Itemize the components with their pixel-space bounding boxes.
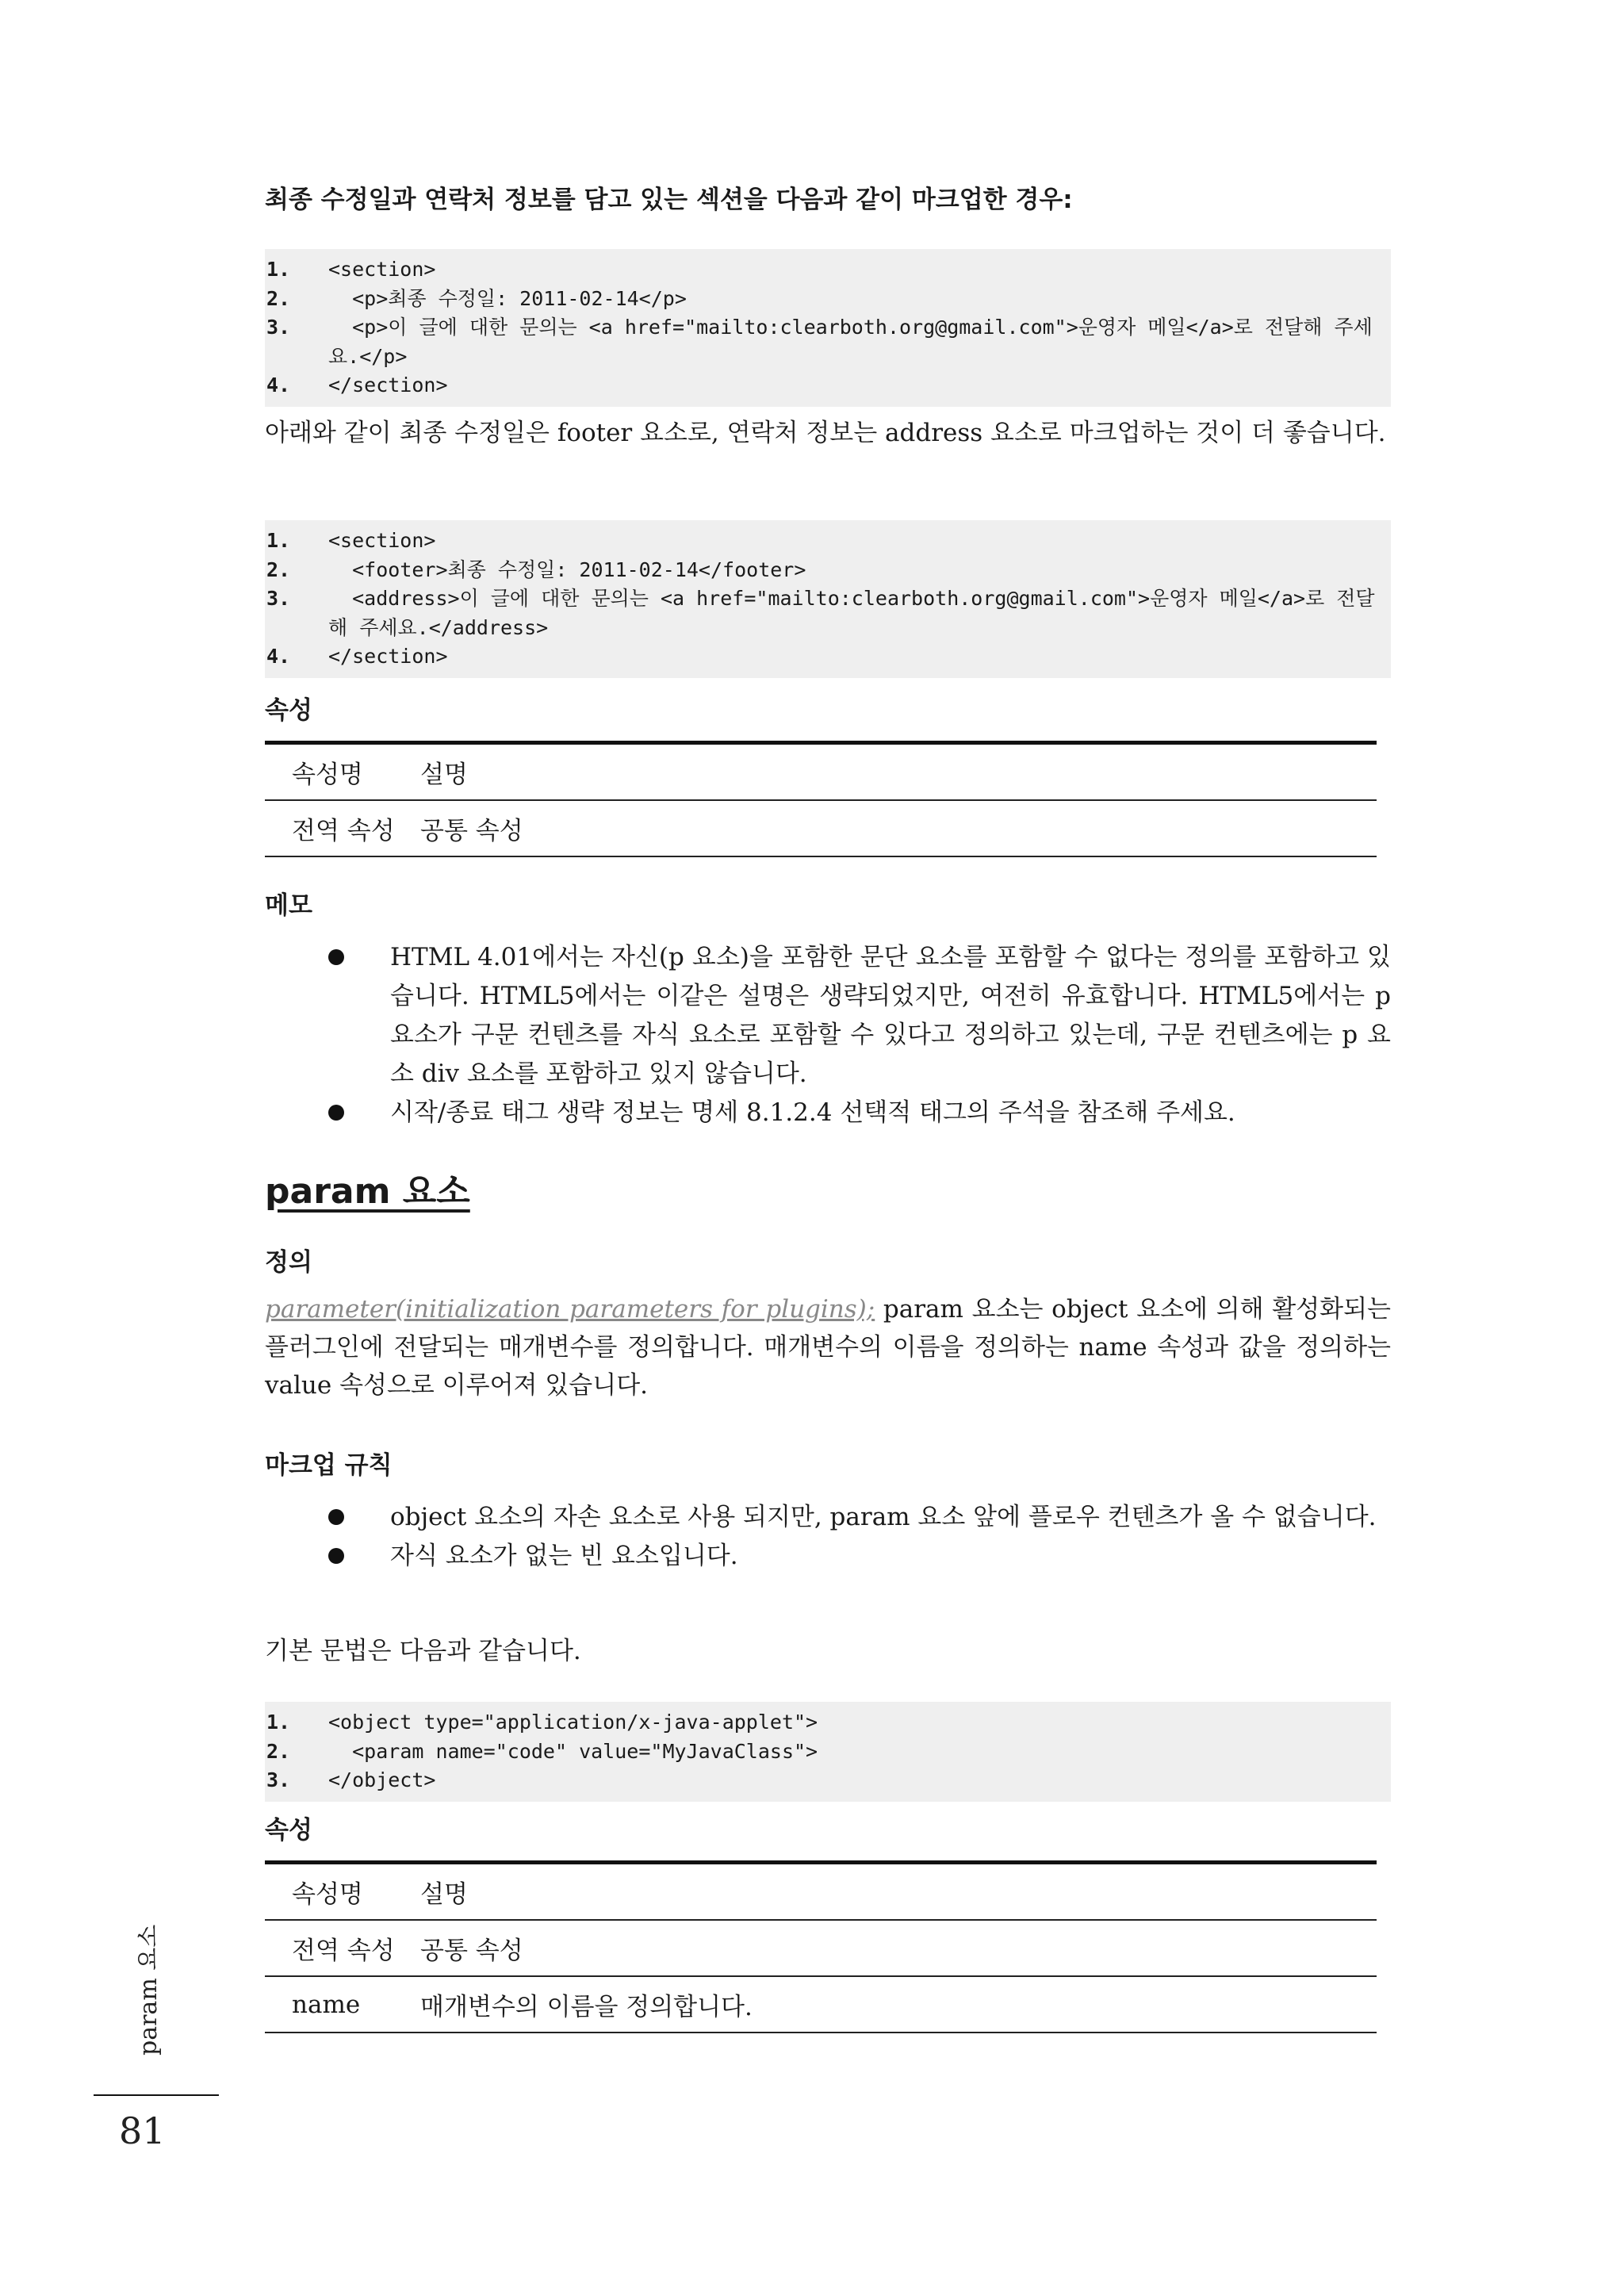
code-line: 3. <address>이 글에 대한 문의는 <a href="mailto:clearboth.org@gmail.com">운영자 메일</a>로 전달해 주세요.</address>: [266, 587, 1375, 639]
table-header-cell: 속성명: [292, 761, 363, 789]
code-line: 1. <section>: [266, 529, 436, 552]
memo-heading: 메모: [265, 891, 312, 920]
code-line: 4. </section>: [266, 374, 448, 397]
code-block-1: [265, 249, 1391, 407]
side-divider: [94, 2094, 219, 2096]
definition-paragraph: parameter(initialization parameters for plugins); param 요소는 object 요소에 의해 활성화되는 플러그인에 전달되는 매개변수를 정의합니다. 매개변수의 이름을 정의하는 name 속성과 값을 정의하는 value 속성으로 이루어져 있습니다.: [265, 1295, 1391, 1400]
table-header-row: [265, 745, 1377, 801]
section-title: param 요소: [265, 1171, 470, 1212]
bullet-icon: [328, 1509, 344, 1525]
paragraph-footer-address: 아래와 같이 최종 수정일은 footer 요소로, 연락처 정보는 address 요소로 마크업하는 것이 더 좋습니다.: [265, 419, 1386, 447]
bullet-icon: [328, 1105, 344, 1121]
table-cell: 공통 속성: [420, 817, 523, 845]
table-header-cell: 설명: [420, 761, 468, 789]
definition-heading: 정의: [265, 1248, 312, 1277]
code-line: 3. <p>이 글에 대한 문의는 <a href="mailto:clearboth.org@gmail.com">운영자 메일</a>로 전달해 주세요.</p>: [266, 316, 1373, 368]
table-header-cell: 설명: [420, 1880, 468, 1909]
code-line: 1. <object type="application/x-java-applet">: [266, 1711, 818, 1734]
markup-rules-list: [265, 1498, 1391, 1576]
code-block-2: [265, 520, 1391, 678]
attributes-heading: 속성: [265, 696, 312, 725]
code-line: 1. <section>: [266, 258, 436, 281]
table-cell: 공통 속성: [420, 1937, 523, 1965]
intro-heading: 최종 수정일과 연락처 정보를 담고 있는 섹션을 다음과 같이 마크업한 경우:: [265, 186, 1073, 214]
table-header-row: [265, 1864, 1377, 1921]
table-cell: name: [292, 1990, 361, 2019]
page-number: 81: [119, 2109, 166, 2152]
memo-list: [265, 938, 1391, 1132]
table-row: [265, 801, 1377, 857]
attributes-heading: 속성: [265, 1816, 312, 1845]
bullet-icon: [328, 949, 344, 965]
basic-syntax-paragraph: 기본 문법은 다음과 같습니다.: [265, 1637, 581, 1665]
table-cell: 전역 속성: [292, 817, 395, 845]
code-line: 3. </object>: [266, 1768, 436, 1791]
table-cell: 전역 속성: [292, 1937, 395, 1965]
list-item: object 요소의 자손 요소로 사용 되지만, param 요소 앞에 플로우 컨텐츠가 올 수 없습니다.: [265, 1498, 1391, 1537]
list-item: 시작/종료 태그 생략 정보는 명세 8.1.2.4 선택적 태그의 주석을 참조해 주세요.: [265, 1094, 1391, 1132]
list-item: HTML 4.01에서는 자신(p 요소)을 포함한 문단 요소를 포함할 수 없다는 정의를 포함하고 있습니다. HTML5에서는 이같은 설명은 생략되었지만, 여전히 유효합니다. HTML5에서는 p 요소가 구문 컨텐츠를 자식 요소로 포함할 수 있다고 정의하고 있는데, 구문 컨텐츠에는 p 요소 div 요소를 포함하고 있지 않습니다.: [265, 938, 1391, 1094]
definition-link[interactable]: parameter(initialization parameters for plugins);: [265, 1295, 875, 1324]
code-line: 4. </section>: [266, 645, 448, 668]
code-line: 2. <p>최종 수정일: 2011-02-14</p>: [266, 286, 687, 310]
table-row: [265, 1921, 1377, 1977]
table-header-cell: 속성명: [292, 1880, 363, 1909]
markup-rules-heading: 마크업 규칙: [265, 1451, 393, 1480]
code-line: 2. <footer>최종 수정일: 2011-02-14</footer>: [266, 557, 806, 581]
attributes-table-2: [265, 1860, 1377, 2033]
list-item: 자식 요소가 없는 빈 요소입니다.: [265, 1537, 1391, 1576]
table-cell: 매개변수의 이름을 정의합니다.: [420, 1993, 753, 2021]
code-block-3: [265, 1702, 1391, 1802]
bullet-icon: [328, 1548, 344, 1564]
code-line: 2. <param name="code" value="MyJavaClass">: [266, 1739, 818, 1763]
attributes-table-1: [265, 741, 1377, 857]
side-section-label: param 요소: [135, 1924, 163, 2056]
table-row: [265, 1977, 1377, 2033]
